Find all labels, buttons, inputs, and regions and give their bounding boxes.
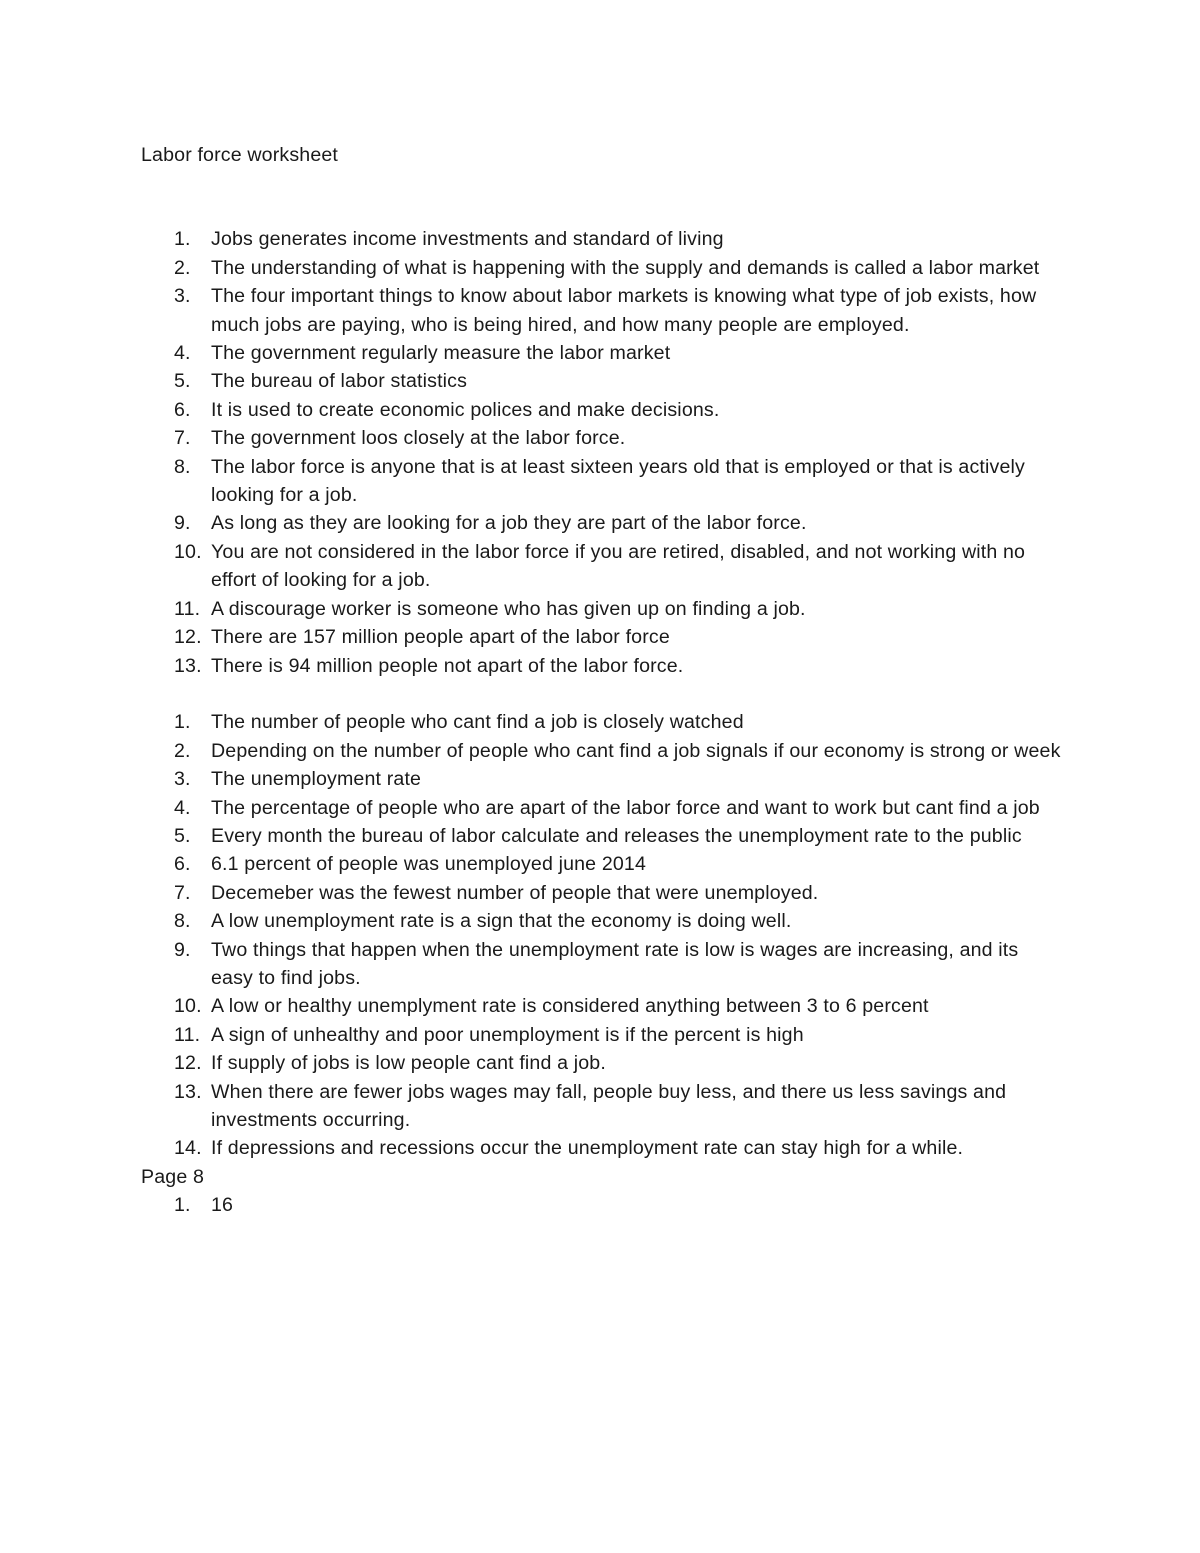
list-item-number: 7.: [174, 427, 191, 450]
list-item-number: 2.: [174, 739, 191, 762]
list-item: [141, 737, 1061, 765]
list-item-text: If supply of jobs is low people cant find a job.: [211, 1052, 606, 1075]
list-item-text: When there are fewer jobs wages may fall, people buy less, and there us less savings and investments occurring.: [211, 1080, 1007, 1131]
list-item-number: 4.: [174, 796, 191, 819]
document-title: Labor force worksheet: [141, 144, 339, 166]
list-item-text: A discourage worker is someone who has given up on finding a job.: [211, 597, 806, 620]
list-item: [141, 254, 1061, 282]
list-item: [141, 708, 1061, 736]
list-item: [141, 367, 1061, 395]
list-item-text: The number of people who cant find a job is closely watched: [211, 711, 744, 734]
list-item-number: 13.: [174, 1080, 202, 1103]
list-item-text: 16: [211, 1194, 234, 1217]
list-item: [141, 1134, 1061, 1162]
list-item-text: The government regularly measure the labor market: [211, 342, 671, 365]
list-item-number: 8.: [174, 910, 191, 933]
list-item-text: The four important things to know about labor markets is knowing what type of job exists, how much jobs are paying, who is being hired, and how many people are employed.: [211, 285, 1037, 336]
list-item: [141, 509, 1061, 537]
list-item-number: 8.: [174, 455, 191, 478]
list-item-number: 6.: [174, 853, 191, 876]
list-item-text: The percentage of people who are apart of the labor force and want to work but cant find a job: [211, 796, 1040, 819]
list-item-number: 12.: [174, 1052, 202, 1075]
list-item-number: 12.: [174, 626, 202, 649]
list-item-number: 11.: [174, 1023, 201, 1046]
list-item-number: 5.: [174, 824, 191, 847]
list-item-text: Depending on the number of people who cant find a job signals if our economy is strong or week: [211, 739, 1061, 762]
list-item: [141, 822, 1061, 850]
list-item-number: 9.: [174, 512, 191, 535]
list-item-text: The labor force is anyone that is at least sixteen years old that is employed or that is actively looking for a job.: [211, 455, 1025, 507]
list-item-text: The understanding of what is happening with the supply and demands is called a labor market: [211, 256, 1040, 279]
list-item-text: There is 94 million people not apart of the labor force.: [211, 654, 684, 677]
list-item: [141, 623, 1061, 651]
list-item: [141, 225, 1061, 253]
list-item-number: 14.: [174, 1137, 202, 1160]
list-item-number: 6.: [174, 398, 191, 421]
list-item-number: 4.: [174, 342, 191, 365]
list-item: [141, 1078, 1061, 1135]
list-item: [141, 595, 1061, 623]
list-item-text: A low or healthy unemplyment rate is considered anything between 3 to 6 percent: [211, 995, 929, 1018]
list-item: [141, 453, 1061, 510]
list-item: [141, 936, 1061, 993]
list-item: [141, 1021, 1061, 1049]
list-item-text: The government loos closely at the labor force.: [211, 427, 626, 450]
list-item-text: If depressions and recessions occur the unemployment rate can stay high for a while.: [211, 1137, 964, 1160]
list-item: [141, 538, 1061, 595]
list-item: [141, 1191, 1061, 1219]
list-item: [141, 765, 1061, 793]
list-item-text: Jobs generates income investments and standard of living: [211, 228, 724, 251]
list-item: [141, 879, 1061, 907]
list-item-text: The unemployment rate: [211, 768, 422, 791]
list-item-number: 1.: [174, 1194, 191, 1217]
list-item: [141, 396, 1061, 424]
list-item: [141, 850, 1061, 878]
list-item-number: 3.: [174, 285, 191, 308]
list-item-text: 6.1 percent of people was unemployed june 2014: [211, 853, 647, 876]
list-item-text: Two things that happen when the unemployment rate is low is wages are increasing, and its easy to find jobs.: [211, 938, 1019, 989]
list-item-text: There are 157 million people apart of the labor force: [211, 626, 670, 649]
page-label: Page 8: [141, 1165, 205, 1188]
document-body: [141, 141, 1061, 1220]
list-item-number: 1.: [174, 711, 191, 734]
unemployment-list: [141, 708, 1061, 1163]
list-item: [141, 992, 1061, 1020]
list-item: [141, 339, 1061, 367]
list-item-text: Every month the bureau of labor calculate and releases the unemployment rate to the public: [211, 824, 1022, 847]
list-item-number: 1.: [174, 228, 191, 251]
list-item-number: 2.: [174, 256, 191, 279]
list-item: [141, 1049, 1061, 1077]
list-item-text: Decemeber was the fewest number of people that were unemployed.: [211, 881, 819, 904]
list-item: [141, 652, 1061, 680]
list-item: [141, 907, 1061, 935]
list-item-text: It is used to create economic polices and make decisions.: [211, 398, 720, 421]
list-item-text: You are not considered in the labor force if you are retired, disabled, and not working with no effort of looking for a job.: [211, 540, 1026, 592]
list-item-number: 9.: [174, 938, 191, 961]
list-item-number: 7.: [174, 881, 191, 904]
list-item: [141, 424, 1061, 452]
labor-force-list: [141, 225, 1061, 680]
list-item-text: A low unemployment rate is a sign that the economy is doing well.: [211, 910, 792, 933]
page-8-list: [141, 1191, 1061, 1219]
list-item-number: 5.: [174, 370, 191, 393]
list-item: [141, 794, 1061, 822]
list-item-text: The bureau of labor statistics: [211, 370, 468, 393]
list-item: [141, 282, 1061, 339]
list-item-text: As long as they are looking for a job they are part of the labor force.: [211, 512, 807, 535]
list-item-number: 13.: [174, 654, 202, 677]
list-item-number: 3.: [174, 768, 191, 791]
list-item-number: 10.: [174, 540, 202, 563]
list-spacer: [141, 680, 1061, 708]
list-item-number: 11.: [174, 597, 201, 620]
list-item-text: A sign of unhealthy and poor unemployment is if the percent is high: [211, 1023, 804, 1046]
list-item-number: 10.: [174, 995, 202, 1018]
